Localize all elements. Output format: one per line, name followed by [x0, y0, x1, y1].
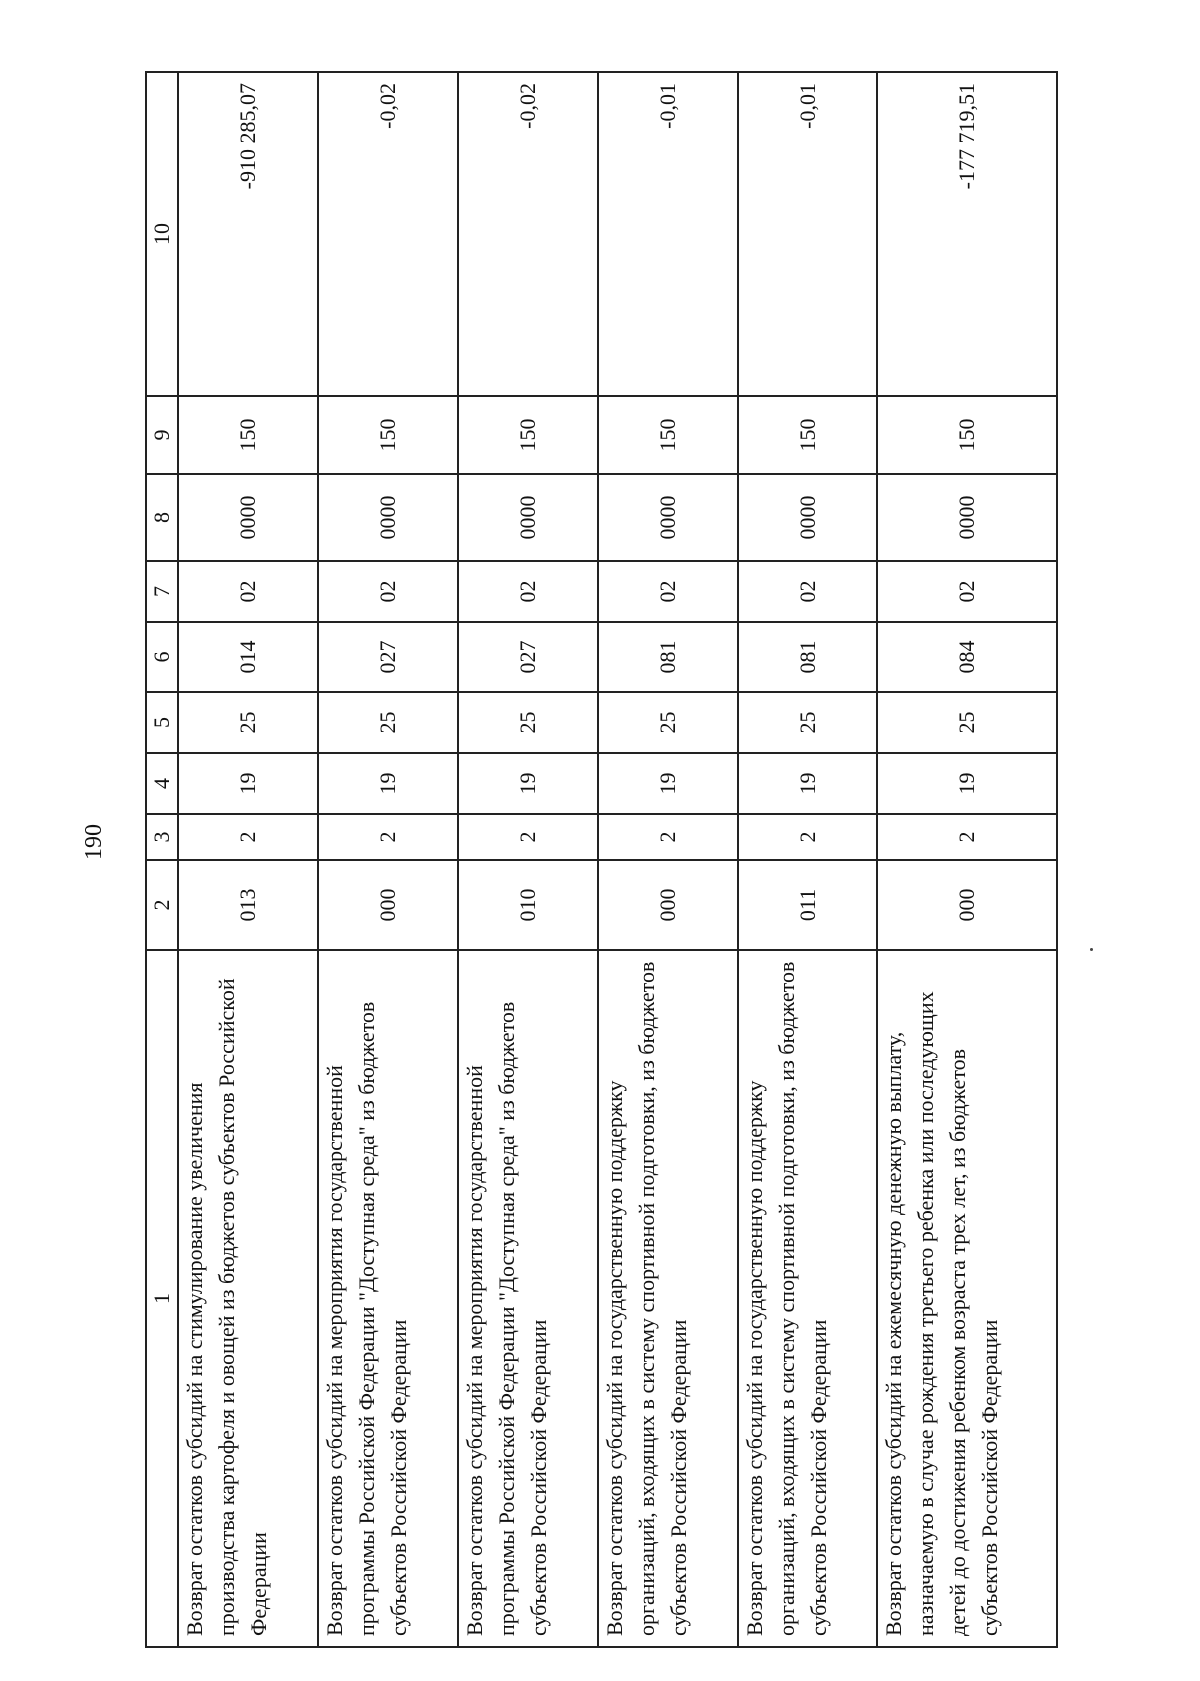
row-description: Возврат остатков субсидий на мероприятия государственной программы Российской Федерации "Доступная среда" из бюджетов субъектов Российской Федерации	[458, 950, 598, 1647]
table-row	[877, 72, 1057, 1647]
amount-cell: -177 719,51	[877, 72, 1057, 396]
code-cell: 25	[458, 692, 598, 753]
budget-table	[145, 71, 1058, 1648]
code-cell: 2	[458, 814, 598, 860]
code-cell: 25	[877, 692, 1057, 753]
code-cell: 2	[877, 814, 1057, 860]
code-cell: 02	[598, 561, 738, 622]
code-cell: 19	[598, 753, 738, 814]
code-cell: 000	[318, 860, 458, 950]
code-cell: 25	[318, 692, 458, 753]
code-cell: 010	[458, 860, 598, 950]
code-cell: 0000	[598, 474, 738, 561]
code-cell: 02	[877, 561, 1057, 622]
code-cell: 084	[877, 622, 1057, 692]
code-cell: 02	[178, 561, 318, 622]
scan-speck	[1090, 948, 1093, 951]
code-cell: 0000	[738, 474, 878, 561]
row-description: Возврат остатков субсидий на ежемесячную денежную выплату, назначаемую в случае рождения третьего ребенка или последующих детей до достижения ребенком возраста трех лет, из бюджетов субъектов Российской Федерации	[877, 950, 1057, 1647]
code-cell: 2	[738, 814, 878, 860]
code-cell: 150	[458, 396, 598, 474]
amount-cell: -910 285,07	[178, 72, 318, 396]
code-cell: 19	[318, 753, 458, 814]
table-row	[458, 72, 598, 1647]
code-cell: 0000	[178, 474, 318, 561]
column-header: 8	[146, 474, 178, 561]
column-header: 1	[146, 950, 178, 1647]
table-header-row	[146, 72, 178, 1647]
code-cell: 027	[458, 622, 598, 692]
column-header: 9	[146, 396, 178, 474]
code-cell: 0000	[458, 474, 598, 561]
code-cell: 02	[318, 561, 458, 622]
row-description: Возврат остатков субсидий на стимулирование увеличения производства картофеля и овощей из бюджетов субъектов Российской Федерации	[178, 950, 318, 1647]
code-cell: 02	[458, 561, 598, 622]
code-cell: 19	[738, 753, 878, 814]
column-header: 3	[146, 814, 178, 860]
code-cell: 014	[178, 622, 318, 692]
code-cell: 000	[598, 860, 738, 950]
page-number: 190	[81, 824, 107, 860]
amount-cell: -0,02	[318, 72, 458, 396]
code-cell: 2	[178, 814, 318, 860]
code-cell: 25	[598, 692, 738, 753]
code-cell: 2	[318, 814, 458, 860]
table-row	[598, 72, 738, 1647]
column-header: 6	[146, 622, 178, 692]
row-description: Возврат остатков субсидий на государственную поддержку организаций, входящих в систему спортивной подготовки, из бюджетов субъектов Российской Федерации	[738, 950, 878, 1647]
code-cell: 150	[318, 396, 458, 474]
row-description: Возврат остатков субсидий на государственную поддержку организаций, входящих в систему спортивной подготовки, из бюджетов субъектов Российской Федерации	[598, 950, 738, 1647]
code-cell: 2	[598, 814, 738, 860]
column-header: 7	[146, 561, 178, 622]
code-cell: 19	[458, 753, 598, 814]
code-cell: 011	[738, 860, 878, 950]
row-description: Возврат остатков субсидий на мероприятия государственной программы Российской Федерации "Доступная среда" из бюджетов субъектов Российской Федерации	[318, 950, 458, 1647]
code-cell: 25	[738, 692, 878, 753]
code-cell: 150	[738, 396, 878, 474]
column-header: 4	[146, 753, 178, 814]
table-row	[178, 72, 318, 1647]
code-cell: 19	[877, 753, 1057, 814]
column-header: 2	[146, 860, 178, 950]
column-header: 5	[146, 692, 178, 753]
table-row	[318, 72, 458, 1647]
amount-cell: -0,01	[598, 72, 738, 396]
code-cell: 19	[178, 753, 318, 814]
code-cell: 027	[318, 622, 458, 692]
code-cell: 0000	[318, 474, 458, 561]
code-cell: 081	[738, 622, 878, 692]
code-cell: 02	[738, 561, 878, 622]
code-cell: 25	[178, 692, 318, 753]
code-cell: 000	[877, 860, 1057, 950]
code-cell: 013	[178, 860, 318, 950]
code-cell: 150	[877, 396, 1057, 474]
code-cell: 081	[598, 622, 738, 692]
table-row	[738, 72, 878, 1647]
rotated-table-container	[145, 73, 1058, 1648]
code-cell: 150	[598, 396, 738, 474]
amount-cell: -0,01	[738, 72, 878, 396]
code-cell: 150	[178, 396, 318, 474]
column-header: 10	[146, 72, 178, 396]
amount-cell: -0,02	[458, 72, 598, 396]
code-cell: 0000	[877, 474, 1057, 561]
